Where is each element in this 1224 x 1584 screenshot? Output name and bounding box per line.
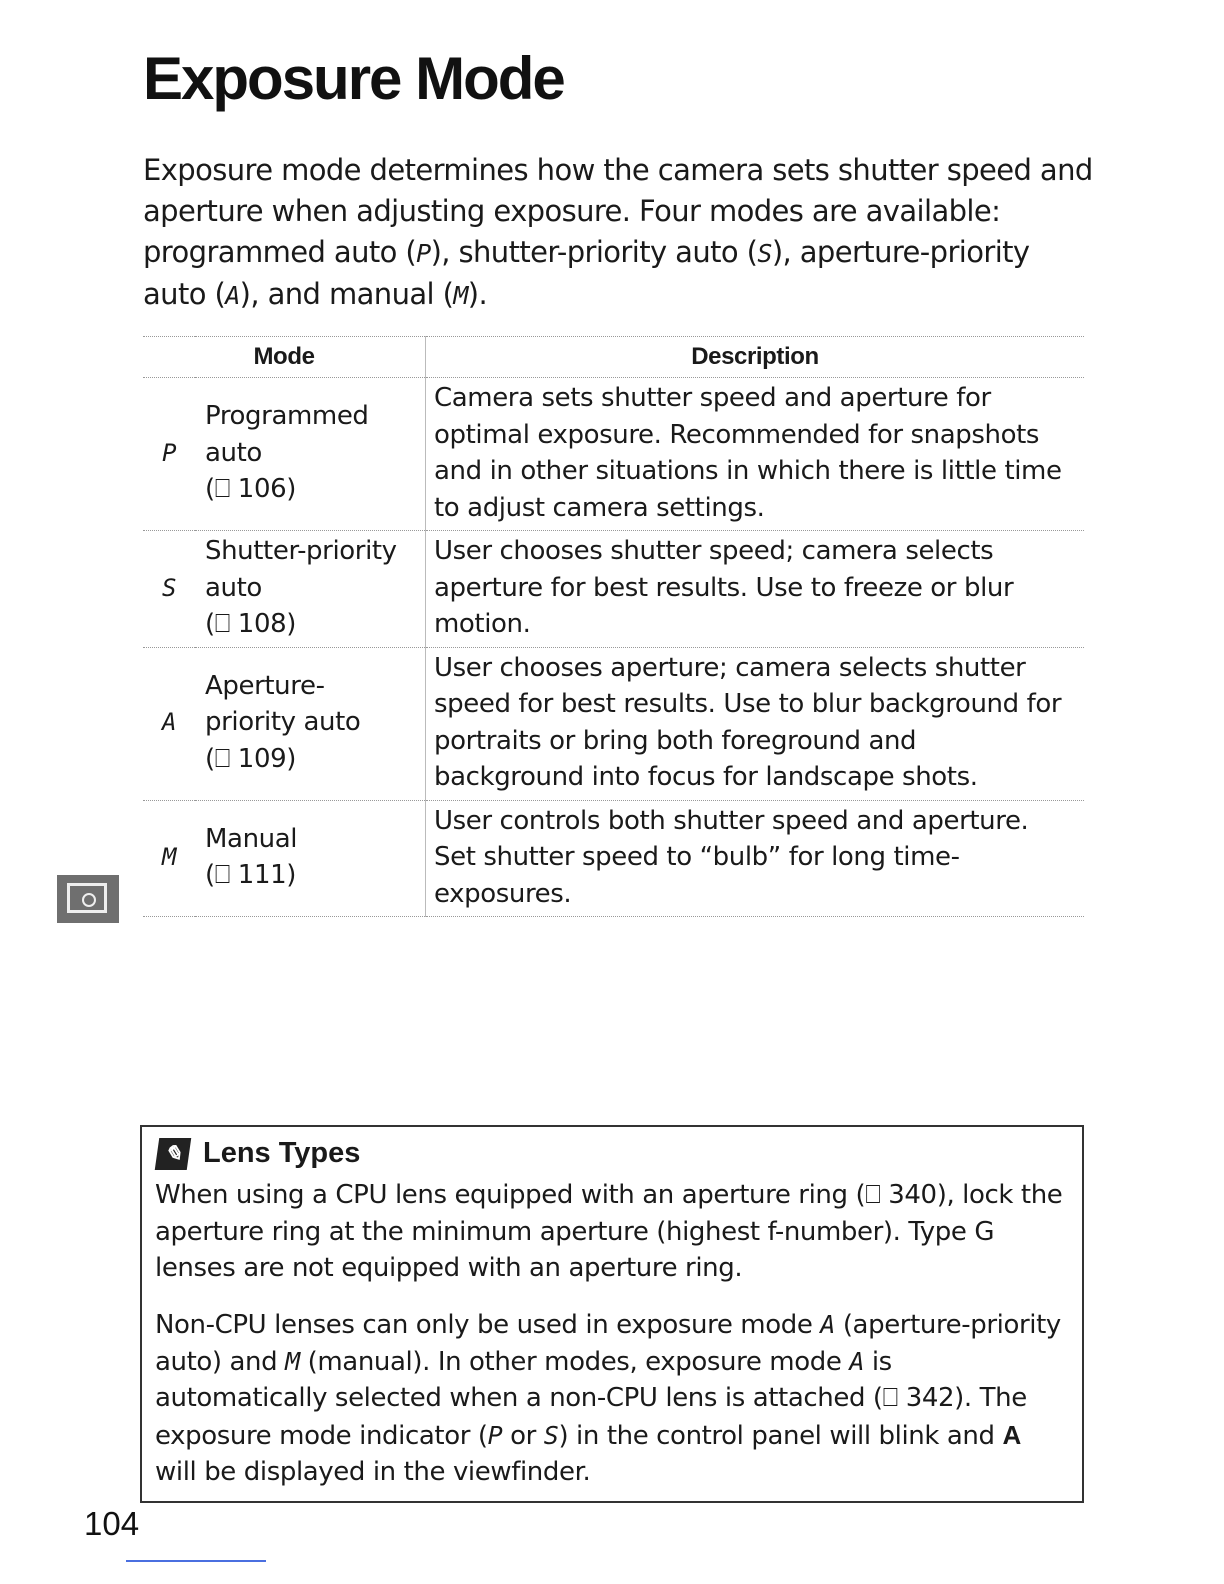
- mode-symbol: A: [143, 647, 195, 800]
- table-row: [143, 800, 1084, 917]
- mode-symbol: S: [143, 531, 195, 648]
- mode-name-line: auto: [205, 572, 262, 603]
- description-column-header: Description: [426, 337, 1085, 378]
- page-number: 104: [84, 1505, 140, 1542]
- description-line: to adjust camera settings.: [434, 492, 765, 523]
- description-line: Camera sets shutter speed and aperture for: [434, 383, 991, 413]
- mode-name: [195, 647, 426, 800]
- intro-text: Exposure mode determines how the camera sets shutter speed and aperture when adjusting exposure. Four modes are available: programmed auto (: [143, 153, 1093, 269]
- description-line: and in other situations in which there is little time: [434, 456, 1062, 486]
- mode-name-line: priority auto: [205, 707, 361, 738]
- table-row: [143, 531, 1084, 648]
- exposure-mode-tab-icon: [67, 883, 107, 913]
- program-mode-symbol: P: [416, 239, 431, 268]
- page-reference: (⎕ 111): [205, 860, 296, 891]
- note-paragraph-2: [155, 1307, 1070, 1491]
- mode-description: [426, 647, 1085, 800]
- mode-description: [426, 531, 1085, 648]
- note-text: (aperture-priority auto) and: [155, 1310, 1061, 1377]
- page-reference: (⎕ 106): [205, 474, 296, 505]
- note-paragraph-1: When using a CPU lens equipped with an aperture ring (⎕ 340), lock the aperture ring at the minimum aperture (highest f-number). Type G lenses are not equipped with an aperture ring.: [155, 1180, 1063, 1283]
- mode-table: [143, 336, 1084, 917]
- shutter-mode-symbol: S: [543, 1420, 559, 1450]
- aperture-mode-symbol: A: [820, 1310, 835, 1339]
- note-text: ) in the control panel will blink and: [558, 1420, 1003, 1451]
- shutter-mode-symbol: S: [757, 239, 772, 268]
- mode-name-line: Manual: [205, 823, 298, 854]
- aperture-mode-symbol: A: [849, 1346, 864, 1376]
- mode-name-line: Programmed: [205, 401, 369, 432]
- intro-text: ), and manual (: [239, 277, 454, 311]
- note-text: is automatically selected when a non-CPU lens is attached (⎕ 342). The exposure mode indicator (: [155, 1346, 1027, 1451]
- table-header-row: [143, 337, 1084, 378]
- pencil-note-icon: ✎: [155, 1138, 191, 1170]
- mode-name: [195, 531, 426, 648]
- intro-text: ), aperture-priority auto (: [143, 235, 1030, 311]
- note-text: will be displayed in the viewfinder.: [155, 1457, 591, 1487]
- mode-symbol: M: [143, 800, 195, 917]
- mode-name-line: Aperture-: [205, 670, 325, 701]
- description-line: motion.: [434, 609, 531, 639]
- table-row: [143, 378, 1084, 531]
- viewfinder-a-indicator: A: [1002, 1419, 1021, 1450]
- description-line: Set shutter speed to “bulb” for long time-: [434, 842, 960, 872]
- mode-name-line: Shutter-priority: [205, 536, 397, 566]
- mode-description: [426, 800, 1085, 917]
- note-text: (manual). In other modes, exposure mode: [299, 1346, 850, 1377]
- note-text: Non-CPU lenses can only be used in exposure mode: [155, 1310, 821, 1340]
- aperture-mode-symbol: A: [225, 281, 240, 310]
- lens-types-note: [140, 1125, 1084, 1503]
- note-heading: [157, 1137, 360, 1170]
- description-line: User controls both shutter speed and aperture.: [434, 805, 1029, 836]
- mode-description: [426, 378, 1085, 531]
- chapter-tab: [57, 875, 119, 923]
- table-row: [143, 647, 1084, 800]
- program-mode-symbol: P: [487, 1420, 503, 1450]
- manual-mode-symbol: M: [453, 281, 468, 310]
- mode-column-header: Mode: [143, 337, 426, 378]
- intro-text: ), shutter-priority auto (: [430, 235, 758, 269]
- description-line: background into focus for landscape shots.: [434, 762, 978, 792]
- page-title: Exposure Mode: [143, 45, 564, 112]
- bottom-rule: [126, 1560, 266, 1562]
- description-line: User chooses aperture; camera selects shutter: [434, 652, 1026, 683]
- mode-symbol: P: [143, 378, 195, 531]
- description-line: aperture for best results. Use to freeze or blur: [434, 572, 1014, 603]
- mode-name: [195, 378, 426, 531]
- page-reference: (⎕ 108): [205, 609, 296, 639]
- note-title: Lens Types: [203, 1137, 361, 1169]
- description-line: speed for best results. Use to blur background for: [434, 689, 1062, 719]
- description-line: User chooses shutter speed; camera selects: [434, 536, 994, 566]
- note-text: or: [502, 1420, 544, 1451]
- mode-name: [195, 800, 426, 917]
- description-line: exposures.: [434, 878, 572, 909]
- description-line: portraits or bring both foreground and: [434, 725, 917, 756]
- manual-mode-symbol: M: [285, 1346, 300, 1376]
- description-line: optimal exposure. Recommended for snapshots: [434, 419, 1040, 450]
- mode-name-line: auto: [205, 437, 262, 468]
- page-reference: (⎕ 109): [205, 743, 296, 774]
- intro-text: ).: [467, 277, 488, 311]
- intro-paragraph: [143, 150, 1093, 316]
